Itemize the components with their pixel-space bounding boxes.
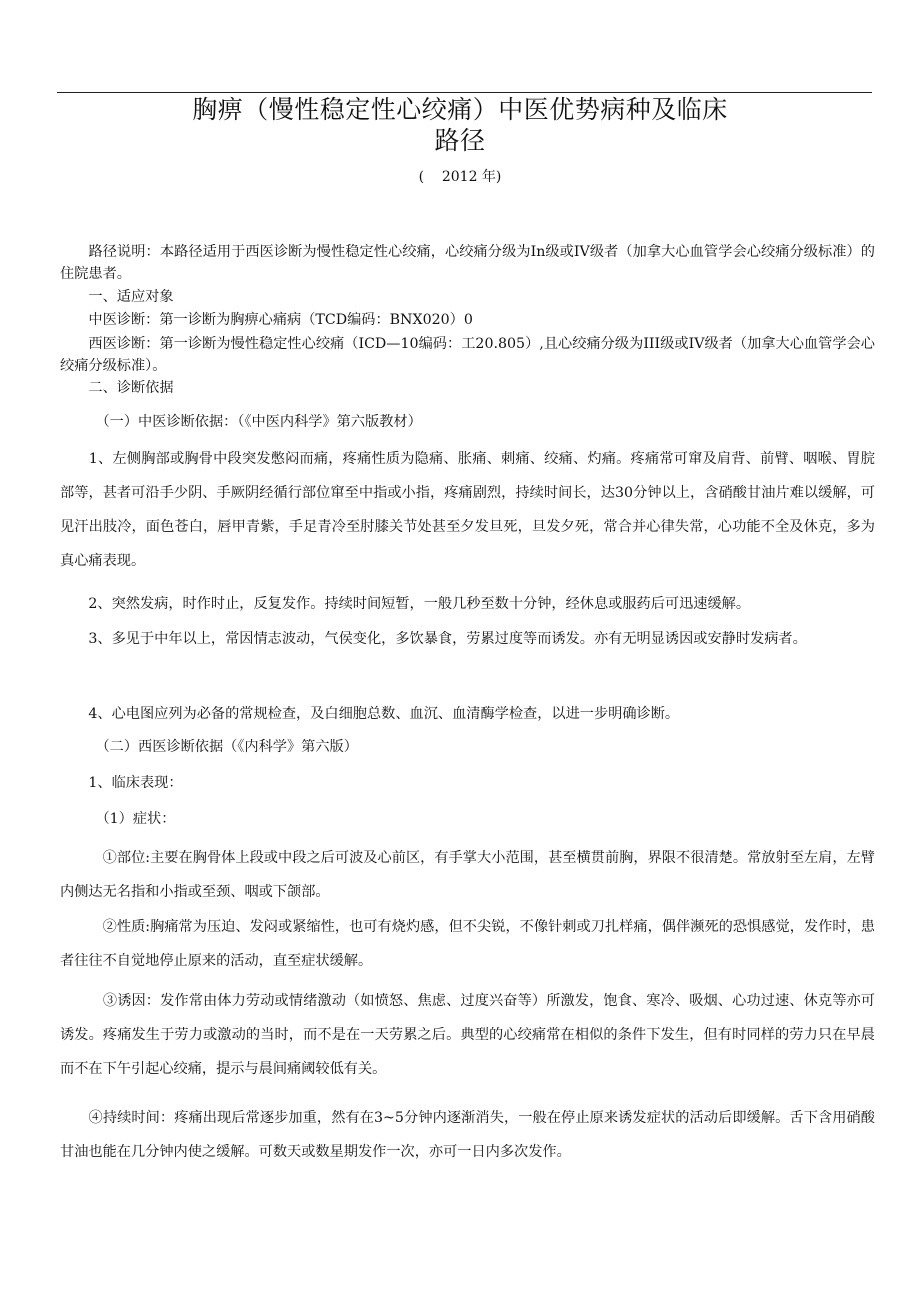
heading-diagnostic-basis: 二、诊断依据 (60, 380, 174, 396)
heading-symptoms: （1）症状： (60, 811, 176, 827)
top-rule (57, 92, 872, 93)
paragraph-tcm-diagnosis: 中医诊断：第一诊断为胸痹心痛病（TCD编码：BNX020）0 (60, 312, 473, 328)
heading-tcm-diagnostic-basis: （一）中医诊断依据：（《中医内科学》第六版教材） (60, 414, 422, 430)
heading-clinical-manifestations: 1、临床表现： (60, 775, 183, 791)
document-title: 胸痹（慢性稳定性心绞痛）中医优势病种及临床 (192, 95, 728, 124)
heading-western-diagnostic-basis: （二）西医诊断依据（《内科学》第六版） (60, 739, 358, 755)
paragraph-symptom-location: ①部位:主要在胸骨体上段或中段之后可波及心前区，有手掌大小范围，甚至横贯前胸，界限不很清楚。常放射至左肩，左臂内侧达无名指和小指或至颈、咽或下颌部。 (60, 850, 875, 900)
paragraph-tcm-basis-item-3: 3、多见于中年以上，常因情志波动，气侯变化，多饮暴食，劳累过度等而诱发。亦有无明显诱因或安静时发病者。 (60, 631, 807, 647)
document-year: ( 2012 年) (418, 169, 502, 185)
paragraph-path-description: 路径说明：本路径适用于西医诊断为慢性稳定性心绞痛，心绞痛分级为In级或IV级者（加拿大心血管学会心绞痛分级标准）的住院患者。 (60, 244, 875, 282)
paragraph-tcm-basis-item-4: 4、心电图应列为必备的常规检查，及白细胞总数、血沉、血清酶学检查，以进一步明确诊断。 (60, 706, 680, 722)
heading-applicable-subjects: 一、适应对象 (60, 289, 174, 305)
paragraph-symptom-nature: ②性质:胸痛常为压迫、发闷或紧缩性，也可有烧灼感，但不尖锐，不像针刺或刀扎样痛，偶伴濒死的恐惧感觉，发作时，患者往往不自觉地停止原来的活动，直至症状缓解。 (60, 919, 875, 969)
paragraph-western-diagnosis: 西医诊断：第一诊断为慢性稳定性心绞痛（ICD—10编码：工20.805）,且心绞痛分级为III级或IV级者（加拿大心血管学会心绞痛分级标准）。 (60, 336, 875, 374)
paragraph-symptom-duration: ④持续时间：疼痛出现后常逐步加重，然有在3~5分钟内逐渐消失，一般在停止原来诱发症状的活动后即缓解。舌下含用硝酸甘油也能在几分钟内使之缓解。可数天或数星期发作一次，亦可一日内多次发作。 (60, 1110, 875, 1160)
paragraph-symptom-triggers: ③诱因：发作常由体力劳动或情绪激动（如愤怒、焦虑、过度兴奋等）所激发，饱食、寒冷、吸烟、心功过速、休克等亦可诱发。疼痛发生于劳力或激动的当时，而不是在一天劳累之后。典型的心绞痛常在相似的条件下发生，但有时同样的劳力只在早晨而不在下午引起心绞痛，提示与晨间痛阈较低有关。 (60, 993, 875, 1077)
document-title-continued: 路径 (434, 126, 486, 155)
paragraph-tcm-basis-item-2: 2、突然发病，时作时止，反复发作。持续时间短暂，一般几秒至数十分钟，经休息或服药后可迅速缓解。 (60, 596, 751, 612)
paragraph-tcm-basis-item-1: 1、左侧胸部或胸骨中段突发憋闷而痛，疼痛性质为隐痛、胀痛、刺痛、绞痛、灼痛。疼痛常可窜及肩背、前臂、咽喉、胃脘部等，甚者可沿手少阴、手厥阴经循行部位窜至中指或小指，疼痛剧烈，持续时间长，达30分钟以上，含硝酸甘油片难以缓解，可见汗出肢冷，面色苍白，唇甲青紫，手足青冷至肘膝关节处甚至夕发旦死，旦发夕死，常合并心律失常，心功能不全及休克，多为真心痛表现。 (60, 451, 875, 569)
